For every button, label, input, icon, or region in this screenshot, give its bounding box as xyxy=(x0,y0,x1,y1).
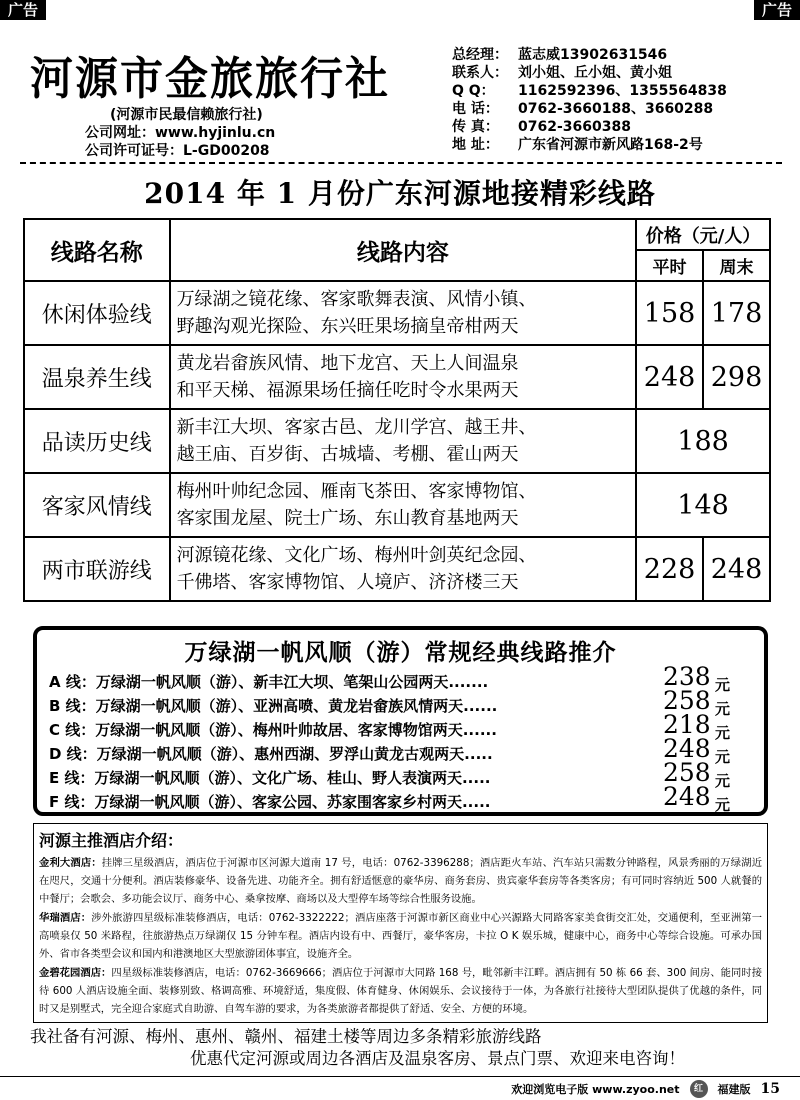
route-content-line: 千佛塔、客家博物馆、人境庐、济济楼三天 xyxy=(176,572,519,593)
col-name-header: 线路名称 xyxy=(24,219,170,281)
hotels-section xyxy=(33,823,768,1023)
route-content xyxy=(170,409,637,473)
route-content-line: 河源镜花缘、文化广场、梅州叶剑英纪念园、 xyxy=(176,545,537,566)
price-unit: 元 xyxy=(715,700,731,718)
hotels-title: 河源主推酒店介绍： xyxy=(39,831,184,850)
contact-row xyxy=(452,136,727,154)
contact-row xyxy=(452,46,727,64)
route-content xyxy=(170,345,637,409)
lake-route-row xyxy=(49,710,749,742)
price-unit: 元 xyxy=(715,724,731,742)
contact-value: 刘小姐、丘小姐、黄小姐 xyxy=(518,65,672,81)
lake-route-text: C 线：万绿湖一帆风顺（游）、梅州叶帅故居、客家博物馆两天...... xyxy=(49,721,497,739)
header-divider xyxy=(20,162,782,164)
company-website: 公司网址：www.hyjinlu.cn xyxy=(85,125,276,141)
price-unit: 元 xyxy=(715,676,731,694)
contact-value: 蓝志威13902631546 xyxy=(518,47,668,63)
contact-label: 电 话： xyxy=(452,101,499,117)
table-row xyxy=(24,473,770,537)
ad-tag-right: 广告 xyxy=(754,0,800,20)
col-weekend-header: 周末 xyxy=(703,250,770,281)
bottom-rule xyxy=(0,1076,800,1077)
weekend-price: 298 xyxy=(703,345,770,409)
route-content-line: 梅州叶帅纪念园、雁南飞茶田、客家博物馆、 xyxy=(176,481,537,502)
route-content-line: 新丰江大坝、客家古邑、龙川学宫、越王井、 xyxy=(176,417,537,438)
table-row xyxy=(24,345,770,409)
lake-route-price: 238 xyxy=(663,662,711,691)
lake-route-text: E 线：万绿湖一帆风顺（游）、文化广场、桂山、野人表演两天..... xyxy=(49,769,491,787)
route-name: 两市联游线 xyxy=(24,537,170,601)
contact-row xyxy=(452,118,727,136)
hotel-entry xyxy=(39,909,762,963)
footer-line-2: 优惠代定河源或周边各酒店及温泉客房、景点门票、欢迎来电咨询！ xyxy=(190,1049,685,1068)
lake-route-row xyxy=(49,662,749,694)
page-number: 15 xyxy=(760,1081,780,1097)
hotel-entry xyxy=(39,854,762,908)
route-content-line: 万绿湖之镜花缘、客家歌舞表演、风情小镇、 xyxy=(176,289,537,310)
route-content-line: 越王庙、百岁街、古城墙、考棚、霍山两天 xyxy=(176,444,519,465)
hotel-entry xyxy=(39,964,762,1018)
contact-label: 联系人： xyxy=(452,65,508,81)
weekday-price: 248 xyxy=(636,345,703,409)
contact-row xyxy=(452,100,727,118)
contact-label: 地 址： xyxy=(452,137,499,153)
weekday-price: 158 xyxy=(636,281,703,345)
route-name: 品读历史线 xyxy=(24,409,170,473)
company-header xyxy=(0,30,800,160)
lake-route-price: 258 xyxy=(663,758,711,787)
route-content-line: 和平天梯、福源果场任摘任吃时令水果两天 xyxy=(176,380,519,401)
contact-label: 总经理： xyxy=(452,47,508,63)
contact-value: 1162592396、1355564838 xyxy=(518,83,727,99)
edition-logo-icon: 红 xyxy=(690,1080,708,1098)
page-footer-bar xyxy=(511,1080,780,1098)
lake-route-text: D 线：万绿湖一帆风顺（游）、惠州西湖、罗浮山黄龙古观两天..... xyxy=(49,745,493,763)
main-title: 2014 年 1 月份广东河源地接精彩线路 xyxy=(144,177,656,210)
footer-line-1: 我社备有河源、梅州、惠州、赣州、福建土楼等周边多条精彩旅游线路 xyxy=(30,1027,542,1046)
contact-value: 0762-3660388 xyxy=(518,119,631,135)
routes-table xyxy=(23,218,771,602)
hotel-description: 四星级标准装修酒店，电话：0762-3669666；酒店位于河源市大同路 168 号，毗邻新丰江畔。酒店拥有 50 栋 66 套、300 间房、能同时接待 600 人酒店设施全面、装修别致、格调高雅、环境舒适，集度假、体育健身、休闲娱乐、会议接待于一体，为各旅行社接待大型团队提供了优越的条件，同时又是别墅式，完全迎合家庭式自助游、自驾车游的要求，为各类旅游者都提供了舒适、安全、方便的环境。 xyxy=(39,967,763,1015)
lake-routes-box xyxy=(33,626,768,816)
contact-value: 广东省河源市新风路168-2号 xyxy=(518,137,703,153)
lake-route-row xyxy=(49,782,749,814)
weekday-price: 228 xyxy=(636,537,703,601)
price-unit: 元 xyxy=(715,796,731,814)
route-content xyxy=(170,473,637,537)
lake-route-price: 248 xyxy=(663,782,711,811)
hotel-description: 涉外旅游四星级标准装修酒店，电话：0762-3322222；酒店座落于河源市新区商业中心兴源路大同路客家美食街交汇处，交通便利，至亚洲第一高喷泉仅 50 米路程，往旅游热点万绿湖仅 15 分钟车程。酒店内设有中、西餐厅，豪华客房，卡拉 O K 娱乐城，健康中心，商务中心等综合设施。可承办国外、省市各类型会议和国内和港澳地区大型旅游团体事宜，设施齐全。 xyxy=(39,912,763,960)
lake-route-text: B 线：万绿湖一帆风顺（游）、亚洲高喷、黄龙岩畲族风情两天...... xyxy=(49,697,498,715)
route-name: 温泉养生线 xyxy=(24,345,170,409)
hotel-description: 挂牌三星级酒店，酒店位于河源市区河源大道南 17 号，电话：0762-3396288；酒店距火车站、汽车站只需数分钟路程，风景秀丽的万绿湖近在咫尺，交通十分便利。酒店装修豪华、设备先进、功能齐全。拥有舒适惬意的豪华房、商务套房、贵宾豪华套房等各类客房；有可同时容纳近 500 人就餐的中餐厅；会歌会、多功能会议厅、商务中心、桑拿按摩、商场以及大型停车场等综合性服务设施。 xyxy=(39,857,762,905)
lake-route-price: 258 xyxy=(663,686,711,715)
contact-list xyxy=(452,46,727,154)
col-content-header: 线路内容 xyxy=(170,219,637,281)
table-row xyxy=(24,281,770,345)
route-content xyxy=(170,537,637,601)
contact-label: 传 真： xyxy=(452,119,499,135)
lake-route-row xyxy=(49,686,749,718)
price-unit: 元 xyxy=(715,772,731,790)
company-subtitle: (河源市民最信赖旅行社) xyxy=(110,107,263,123)
col-weekday-header: 平时 xyxy=(636,250,703,281)
hotel-name: 金利大酒店： xyxy=(39,857,102,869)
lake-route-row xyxy=(49,758,749,790)
company-name: 河源市金旅旅行社 xyxy=(30,52,390,106)
price-unit: 元 xyxy=(715,748,731,766)
route-content-line: 客家围龙屋、院士广场、东山教育基地两天 xyxy=(176,508,519,529)
contact-value: 0762-3660188、3660288 xyxy=(518,101,714,117)
route-content xyxy=(170,281,637,345)
lake-route-row xyxy=(49,734,749,766)
col-price-header: 价格（元/人） xyxy=(636,219,770,250)
company-license: 公司许可证号：L-GD00208 xyxy=(85,143,270,159)
lake-route-text: A 线：万绿湖一帆风顺（游）、新丰江大坝、笔架山公园两天....... xyxy=(49,673,489,691)
weekend-price: 248 xyxy=(703,537,770,601)
contact-label: Q Q： xyxy=(452,83,495,99)
table-header-row xyxy=(24,219,770,250)
table-row xyxy=(24,409,770,473)
route-name: 休闲体验线 xyxy=(24,281,170,345)
route-content-line: 黄龙岩畲族风情、地下龙宫、天上人间温泉 xyxy=(176,353,519,374)
lake-route-price: 248 xyxy=(663,734,711,763)
weekend-price: 178 xyxy=(703,281,770,345)
browse-link[interactable]: 欢迎浏览电子版 www.zyoo.net xyxy=(511,1083,680,1096)
route-name: 客家风情线 xyxy=(24,473,170,537)
hotel-name: 金碧花园酒店： xyxy=(39,967,112,979)
table-row xyxy=(24,537,770,601)
contact-row xyxy=(452,64,727,82)
contact-row xyxy=(452,82,727,100)
flat-price: 188 xyxy=(636,409,770,473)
lake-route-text: F 线：万绿湖一帆风顺（游）、客家公园、苏家围客家乡村两天..... xyxy=(49,793,491,811)
flat-price: 148 xyxy=(636,473,770,537)
hotel-name: 华瑞酒店： xyxy=(39,912,92,924)
edition-label: 福建版 xyxy=(717,1083,751,1096)
route-content-line: 野趣沟观光探险、东兴旺果场摘皇帝柑两天 xyxy=(176,316,519,337)
lake-route-price: 218 xyxy=(663,710,711,739)
lake-routes-title: 万绿湖一帆风顺（游）常规经典线路推介 xyxy=(184,639,617,666)
ad-tag-left: 广告 xyxy=(0,0,46,20)
